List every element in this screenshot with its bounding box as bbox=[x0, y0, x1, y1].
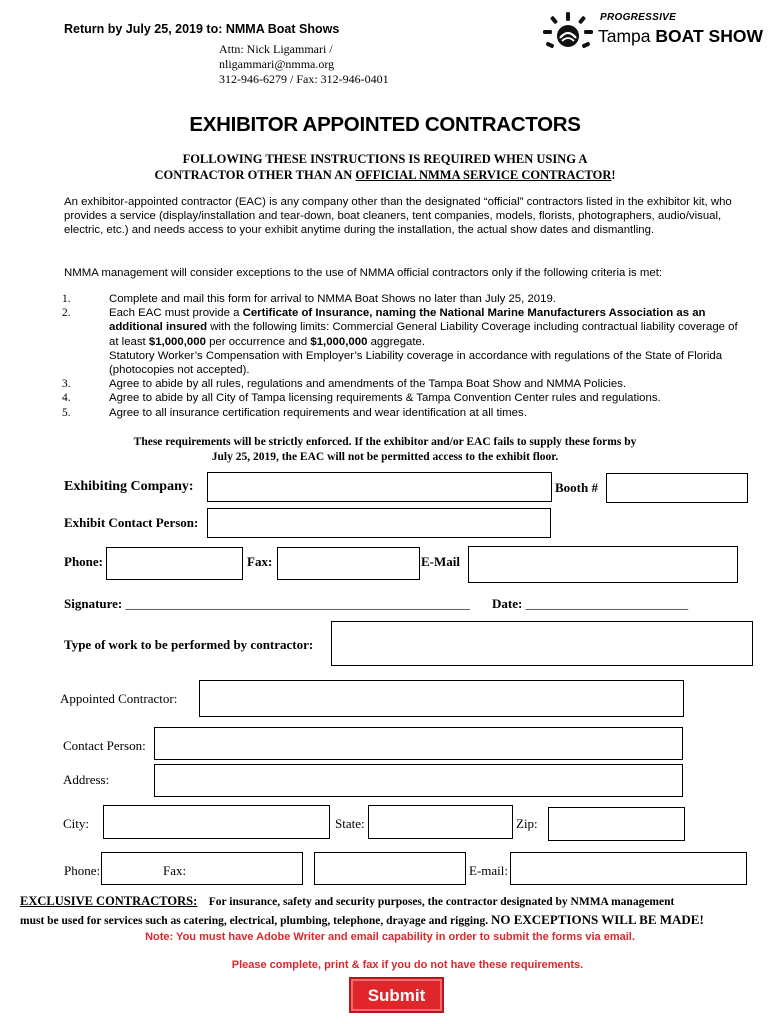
contractor-email-input[interactable] bbox=[510, 852, 747, 885]
requirement-item bbox=[62, 292, 742, 306]
exclusive-text2: must be used for services such as catering, electrical, plumbing, telephone, drayage and rigging. bbox=[20, 915, 489, 927]
tampa-boat-show-logo bbox=[538, 10, 768, 60]
note-print-fax: Please complete, print & fax if you do not have these requirements. bbox=[231, 959, 584, 971]
intro-paragraph: An exhibitor-appointed contractor (EAC) is any company other than the designated “official” contractors listed in the exhibitor kit, who provides a service (display/installation and tear-down, boat cleaners, tent companies, models, florists, photographers, audio/visual, electric, etc.) and needs access to your exhibit anytime during the installation, the actual show dates and dismantling. bbox=[64, 196, 732, 237]
subtitle-line1: FOLLOWING THESE INSTRUCTIONS IS REQUIRED WHEN USING A bbox=[182, 152, 588, 166]
signature-field[interactable] bbox=[64, 596, 470, 612]
logo-brand: PROGRESSIVE bbox=[600, 12, 677, 23]
contact-phone-fax: 312-946-6279 / Fax: 312-946-0401 bbox=[219, 72, 389, 86]
requirement-text: Complete and mail this form for arrival to NMMA Boat Shows no later than July 25, 2019. bbox=[109, 293, 556, 305]
exclusive-contractors-notice bbox=[20, 893, 765, 930]
requirement-text-bold: Certificate of Insurance, naming the National Marine Manufacturers Association as an additional insured bbox=[109, 307, 706, 334]
logo-name-tampa: Tampa bbox=[598, 26, 651, 46]
requirement-amount-aggregate: $1,000,000 bbox=[310, 335, 368, 348]
submit-button[interactable]: Submit bbox=[349, 977, 444, 1013]
zip-input[interactable] bbox=[548, 807, 685, 841]
requirements-list bbox=[62, 292, 742, 420]
requirement-number: 3. bbox=[62, 378, 71, 391]
subtitle-line2 bbox=[0, 167, 770, 183]
requirement-number: 4. bbox=[62, 392, 71, 405]
email-input[interactable] bbox=[468, 546, 738, 583]
requirement-text-mid: with the following limits: Commercial General Liability Coverage including contractual liability coverage of at least bbox=[109, 321, 738, 348]
contractor-email-label: E-mail: bbox=[469, 863, 508, 878]
logo-name bbox=[598, 26, 763, 47]
exclusive-emphasis: NO EXCEPTIONS WILL BE MADE! bbox=[490, 912, 704, 927]
requirement-text-post: aggregate. bbox=[367, 335, 426, 348]
exclusive-label: EXCLUSIVE CONTRACTORS: bbox=[20, 894, 198, 908]
exclusive-text1: For insurance, safety and security purposes, the contractor designated by NMMA management bbox=[208, 896, 675, 908]
exclusive-line2 bbox=[20, 911, 765, 930]
date-label: Date: bbox=[492, 596, 526, 611]
state-input[interactable] bbox=[368, 805, 513, 839]
logo-name-boat-show: BOAT SHOW bbox=[655, 26, 763, 46]
requirement-text: Agree to abide by all City of Tampa licensing requirements & Tampa Convention Center rules and regulations. bbox=[109, 392, 661, 405]
requirement-text: Agree to all insurance certification requirements and wear identification at all times. bbox=[109, 406, 527, 419]
contractor-phone-input[interactable] bbox=[101, 852, 303, 885]
type-of-work-input[interactable] bbox=[331, 621, 753, 666]
enforcement-line2: July 25, 2019, the EAC will not be permitted access to the exhibit floor. bbox=[211, 451, 559, 463]
requirement-workers-comp: Statutory Worker’s Compensation with Employer’s Liability coverage in accordance with regulations of the State of Florida (photocopies not accepted). bbox=[109, 349, 723, 377]
requirement-item bbox=[62, 306, 742, 377]
boat-show-sun-icon bbox=[538, 10, 598, 60]
fax-label: Fax: bbox=[247, 554, 273, 569]
contractor-fax-label: Fax: bbox=[163, 863, 187, 878]
exhibiting-company-label: Exhibiting Company: bbox=[64, 479, 194, 494]
return-line: Return by July 25, 2019 to: NMMA Boat Shows bbox=[64, 22, 340, 36]
attn-line: Attn: Nick Ligammari / bbox=[219, 42, 333, 56]
subtitle-line2-pre: CONTRACTOR OTHER THAN AN bbox=[154, 168, 356, 182]
city-input[interactable] bbox=[103, 805, 330, 839]
note-adobe-writer: Note: You must have Adobe Writer and email capability in order to submit the forms via email. bbox=[145, 931, 635, 943]
address-input[interactable] bbox=[154, 764, 683, 797]
contact-email: nligammari@nmma.org bbox=[219, 57, 335, 71]
appointed-contractor-label: Appointed Contractor: bbox=[60, 691, 178, 706]
contact-person-label: Contact Person: bbox=[63, 738, 146, 753]
fax-input[interactable] bbox=[277, 547, 420, 580]
address-label: Address: bbox=[63, 772, 110, 787]
requirement-text-pre: Each EAC must provide a bbox=[109, 307, 243, 320]
enforcement-notice bbox=[0, 435, 770, 465]
exhibit-contact-input[interactable] bbox=[207, 508, 551, 538]
phone-label: Phone: bbox=[64, 554, 103, 569]
requirement-number: 5. bbox=[62, 406, 71, 419]
enforcement-line1: These requirements will be strictly enforced. If the exhibitor and/or EAC fails to supply these forms by bbox=[133, 436, 637, 448]
signature-line: _____________________________________________________ bbox=[125, 596, 471, 611]
phone-input[interactable] bbox=[106, 547, 243, 580]
booth-label: Booth # bbox=[555, 480, 598, 495]
subtitle-line2-post: ! bbox=[611, 168, 616, 182]
contractor-phone-label: Phone: bbox=[64, 863, 101, 878]
requirement-number: 2. bbox=[62, 307, 71, 320]
contractor-fax-input[interactable] bbox=[314, 852, 466, 885]
signature-label: Signature: bbox=[64, 596, 126, 611]
requirement-amount-occurrence: $1,000,000 bbox=[148, 335, 206, 348]
subtitle bbox=[0, 151, 770, 183]
appointed-contractor-input[interactable] bbox=[199, 680, 684, 717]
exhibit-contact-label: Exhibit Contact Person: bbox=[64, 515, 199, 530]
requirement-item bbox=[62, 377, 742, 391]
requirement-text-mid2: per occurrence and bbox=[205, 335, 311, 348]
requirement-number: 1. bbox=[62, 293, 71, 305]
contact-person-input[interactable] bbox=[154, 727, 683, 760]
page-title: EXHIBITOR APPOINTED CONTRACTORS bbox=[189, 113, 581, 136]
state-label: State: bbox=[335, 816, 365, 831]
exhibiting-company-input[interactable] bbox=[207, 472, 552, 502]
requirement-item bbox=[62, 406, 742, 420]
zip-label: Zip: bbox=[516, 816, 538, 831]
requirement-item bbox=[62, 391, 742, 405]
subtitle-line2-underlined: OFFICIAL NMMA SERVICE CONTRACTOR bbox=[355, 168, 612, 182]
date-line: _________________________ bbox=[525, 596, 689, 611]
exclusive-line1 bbox=[20, 893, 765, 911]
email-label: E-Mail bbox=[421, 554, 460, 569]
booth-number-input[interactable] bbox=[606, 473, 748, 503]
date-field[interactable] bbox=[492, 596, 688, 612]
criteria-intro: NMMA management will consider exceptions to the use of NMMA official contractors only if the following criteria is met: bbox=[64, 267, 663, 279]
requirement-text: Agree to abide by all rules, regulations and amendments of the Tampa Boat Show and NMMA Policies. bbox=[109, 378, 627, 391]
type-of-work-label: Type of work to be performed by contractor: bbox=[64, 637, 314, 652]
city-label: City: bbox=[63, 816, 90, 831]
